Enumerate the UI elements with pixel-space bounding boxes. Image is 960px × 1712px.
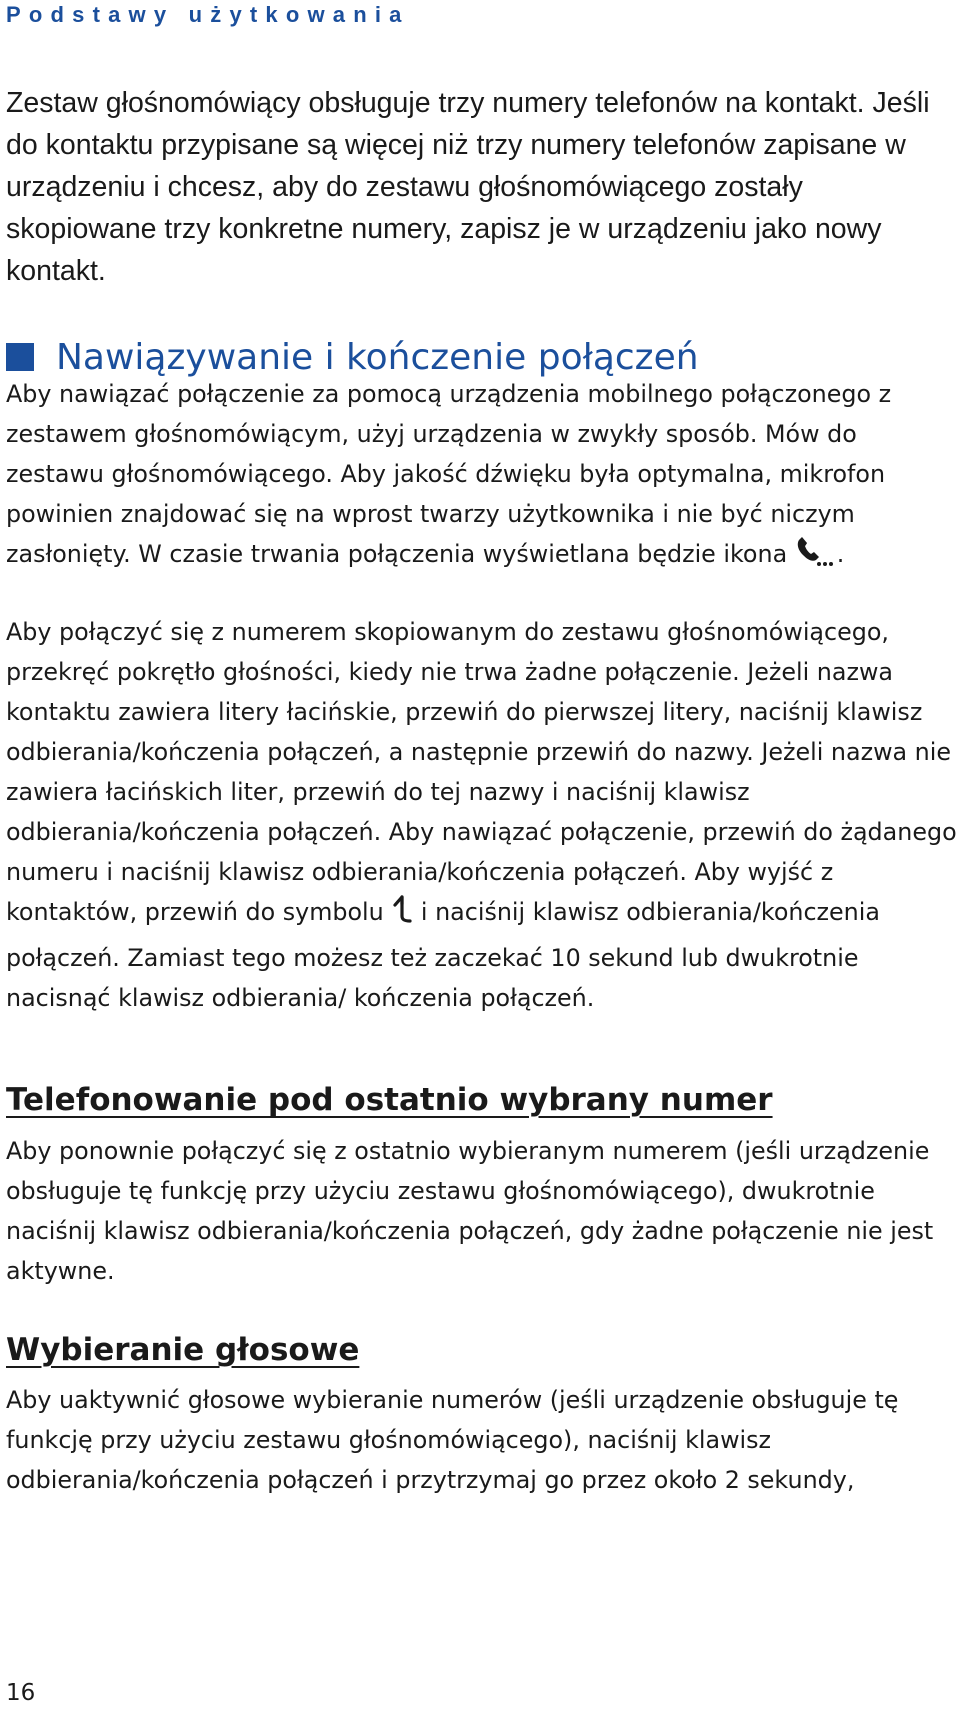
contacts-paragraph-end: i naciśnij klawisz odbierania/kończenia połączeń. Zamiast tego możesz też zaczekać 10 sekund lub dwukrotnie nacisnąć klawisz odbierania/ kończenia połączeń. bbox=[6, 898, 880, 1012]
back-arrow-icon bbox=[391, 894, 413, 938]
contacts-paragraph-text: Aby połączyć się z numerem skopiowanym do zestawu głośnomówiącego, przekręć pokrętło głośności, kiedy nie trwa żadne połączenie. Jeżeli nazwa kontaktu zawiera litery łacińskie, przewiń do pierwszej litery, naciśnij klawisz odbierania/kończenia połączeń, a następnie przewiń do nazwy. Jeżeli nazwa nie zawiera łacińskich liter, przewiń do tej nazwy i naciśnij klawisz odbierania/kończenia połączeń. Aby nawiązać połączenie, przewiń do żądanego numeru i naciśnij klawisz odbierania/kończenia połączeń. Aby wyjść z kontaktów, przewiń do symbolu bbox=[6, 618, 957, 926]
redial-heading: Telefonowanie pod ostatnio wybrany numer bbox=[6, 1082, 773, 1118]
call-paragraph-end: . bbox=[836, 540, 845, 568]
call-paragraph bbox=[6, 374, 958, 580]
voice-dial-paragraph: Aby uaktywnić głosowe wybieranie numerów (jeśli urządzenie obsługuje tę funkcję przy użyciu zestawu głośnomówiącego), naciśnij klawisz odbierania/kończenia połączeń i przytrzymaj go przez około 2 sekundy, bbox=[6, 1386, 899, 1494]
contacts-paragraph bbox=[6, 612, 958, 1018]
call-paragraph-text: Aby nawiązać połączenie za pomocą urządzenia mobilnego połączonego z zestawem głośnomówiącym, użyj urządzenia w zwykły sposób. Mów do zestawu głośnomówiącego. Aby jakość dźwięku była optymalna, mikrofon powinien znajdować się na wprost twarzy użytkownika i nie być niczym zasłonięty. W czasie trwania połączenia wyświetlana będzie ikona bbox=[6, 380, 892, 568]
page-number: 16 bbox=[6, 1680, 36, 1706]
heading-bullet bbox=[6, 343, 34, 371]
running-header: Podstawy użytkowania bbox=[6, 2, 410, 27]
intro-paragraph: Zestaw głośnomówiący obsługuje trzy numery telefonów na kontakt. Jeśli do kontaktu przypisane są więcej niż trzy numery telefonów zapisane w urządzeniu i chcesz, aby do zestawu głośnomówiącego zostały skopiowane trzy konkretne numery, zapisz je w urządzeniu jako nowy kontakt. bbox=[6, 87, 930, 287]
phone-call-icon bbox=[795, 536, 837, 580]
section-heading-text: Nawiązywanie i kończenie połączeń bbox=[56, 337, 699, 378]
redial-paragraph: Aby ponownie połączyć się z ostatnio wybieranym numerem (jeśli urządzenie obsługuje tę funkcję przy użyciu zestawu głośnomówiącego), dwukrotnie naciśnij klawisz odbierania/kończenia połączeń, gdy żadne połączenie nie jest aktywne. bbox=[6, 1137, 934, 1285]
voice-dial-heading: Wybieranie głosowe bbox=[6, 1332, 360, 1368]
